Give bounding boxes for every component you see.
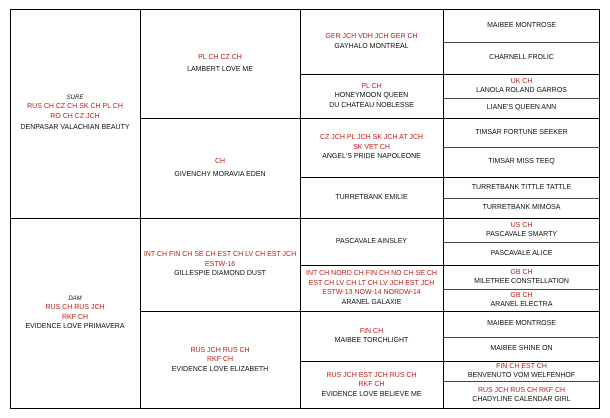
border-left (10, 9, 11, 409)
sss-cell (300, 9, 443, 74)
row-divider (300, 265, 600, 266)
sdss-name: TIMSAR FORTUNE SEEKER (475, 128, 568, 136)
ddds-title: FIN CH EST CH (496, 362, 547, 370)
ddss-cell (443, 311, 600, 337)
ds-cell (140, 218, 300, 311)
sire-title: RUS CH CZ CH SK CH PL CH (27, 103, 123, 111)
dsss-title: US CH (510, 221, 533, 229)
dsd-title: ESTW-13 NOW-14 NORDW-14 (322, 289, 421, 296)
dd-name: EVIDENCE LOVE ELIZABETH (171, 365, 269, 373)
sire-label: SURE (66, 95, 84, 102)
dds-cell (300, 311, 443, 361)
row-divider (443, 98, 600, 99)
col-divider (300, 9, 301, 409)
col-divider (443, 9, 444, 409)
row-divider (300, 74, 600, 75)
ddds-cell (443, 361, 600, 381)
dsdd-cell (443, 289, 600, 311)
ss-title: PL CH CZ CH (198, 53, 242, 61)
dam-label: DAM (68, 296, 82, 303)
sd-name: GIVENCHY MORAVIA EDEN (174, 170, 266, 178)
ddd-title: RUS JCH EST JCH RUS CH (326, 371, 417, 379)
sds-title: SK VET CH (353, 143, 390, 151)
sdds-name: TURRETBANK TITTLE TATTLE (471, 183, 572, 191)
dd-cell (140, 311, 300, 409)
ds-name: GILLESPIE DIAMOND DUST (174, 270, 266, 278)
dddd-title: RUS JCH RUS CH RKF CH (477, 386, 566, 394)
ddsd-cell (443, 337, 600, 361)
ddss-name: MAIBEE MONTROSE (487, 320, 556, 328)
row-divider (443, 381, 600, 382)
ssdd-cell (443, 98, 600, 118)
ddd-name: EVIDENCE LOVE BELIEVE ME (321, 390, 422, 398)
dsdd-name: ARANEL ELECTRA (490, 301, 553, 308)
row-divider (300, 361, 600, 362)
sss-title: GER JCH VDH JCH GER CH (325, 33, 418, 40)
border-top (10, 9, 600, 10)
row-divider (443, 289, 600, 290)
sssd-cell (443, 42, 600, 74)
dd-title: RUS JCH RUS CH (190, 346, 250, 354)
dam-title: RUS CH RUS JCH (45, 304, 105, 312)
row-divider (443, 337, 600, 338)
sds-cell (300, 118, 443, 177)
sddd-cell (443, 198, 600, 218)
ssss-cell (443, 9, 600, 42)
ssd-cell (300, 74, 443, 118)
ss-name: LAMBERT LOVE ME (187, 66, 253, 73)
ssd-name: HONEYMOON QUEEN (334, 92, 409, 100)
dssd-name: PASCAVALE ALICE (490, 249, 553, 257)
row-divider (443, 242, 600, 243)
dssd-cell (443, 242, 600, 265)
sss-name: GAYHALO MONTREAL (334, 42, 409, 50)
ss-cell (140, 9, 300, 118)
sire-title: RO CH CZ JCH (50, 112, 100, 120)
dsdd-title: GB CH (510, 291, 533, 299)
sd-cell (140, 118, 300, 218)
dss-name: PASCAVALE AINSLEY (335, 237, 408, 245)
ddsd-name: MAIBEE SHINE ON (490, 345, 553, 353)
ddd-title: RKF CH (358, 381, 385, 389)
dddd-name: CHADYLINE CALENDAR GIRL (472, 396, 571, 403)
sdsd-name: TIMSAR MISS TEEQ (488, 158, 555, 166)
dsd-title: INT CH NORD CH FIN CH NO CH SE CH (306, 270, 437, 277)
sssd-name: CHARNELL FROLIC (489, 54, 554, 62)
dsss-cell (443, 218, 600, 242)
dam-cell (10, 218, 140, 409)
dsss-name: PASCAVALE SMARTY (485, 231, 558, 238)
dam-name: EVIDENCE LOVE PRIMAVERA (25, 323, 125, 331)
sdds-cell (443, 177, 600, 198)
ssss-name: MAIBEE MONTROSE (487, 21, 556, 29)
ssds-title: UK CH (510, 77, 533, 85)
row-divider (443, 147, 600, 148)
ssd-name2: DU CHATEAU NOBLESSE (329, 101, 414, 109)
sire-name: DENPASAR VALACHIAN BEAUTY (20, 124, 130, 132)
ddd-cell (300, 361, 443, 409)
row-divider (10, 218, 600, 219)
dddd-cell (443, 381, 600, 409)
dds-title: FIN CH (359, 327, 384, 335)
sdsd-cell (443, 147, 600, 177)
border-right (599, 9, 600, 409)
sds-name: ANGEL'S PRIDE NAPOLEONE (322, 153, 421, 161)
row-divider (140, 118, 600, 119)
dsd-name: ARANEL GALAXIE (341, 298, 402, 306)
row-divider (443, 42, 600, 43)
dam-title: RKF CH (61, 313, 89, 321)
ds-title: INT CH FIN CH SE CH EST CH LV CH EST JCH (143, 251, 297, 259)
dsds-name: MILETREE CONSTELLATION (474, 278, 569, 285)
ssdd-name: LIANE'S QUEEN ANN (486, 104, 557, 112)
dsd-title: EST CH LV CH LT CH LV JCH EST JCH (308, 279, 435, 287)
sdss-cell (443, 118, 600, 147)
ds-title: ESTW-16 (204, 260, 236, 268)
dds-name: MAIBEE TORCHLIGHT (334, 337, 409, 344)
sddd-name: TURRETBANK MIMOSA (482, 204, 561, 212)
dd-title: RKF CH (206, 356, 234, 364)
dsds-cell (443, 265, 600, 289)
row-divider (443, 198, 600, 199)
row-divider (300, 177, 600, 178)
ddds-name: BENVENUTO VOM WELFENHOF (467, 372, 576, 379)
ssds-cell (443, 74, 600, 98)
dss-cell (300, 218, 443, 265)
dsd-cell (300, 265, 443, 311)
border-bottom (10, 408, 600, 409)
dsds-title: GB CH (510, 268, 533, 276)
sdd-name: TURRETBANK EMILIE (335, 193, 408, 201)
ssds-name: LANOLA ROLAND GARROS (476, 87, 567, 94)
ssd-title: PL CH (361, 82, 382, 90)
sds-title: CZ JCH PL JCH SK JCH AT JCH (320, 134, 423, 142)
sdd-cell (300, 177, 443, 218)
sd-title: CH (214, 158, 226, 165)
sire-cell (10, 9, 140, 218)
row-divider (140, 311, 600, 312)
col-divider (140, 9, 141, 409)
